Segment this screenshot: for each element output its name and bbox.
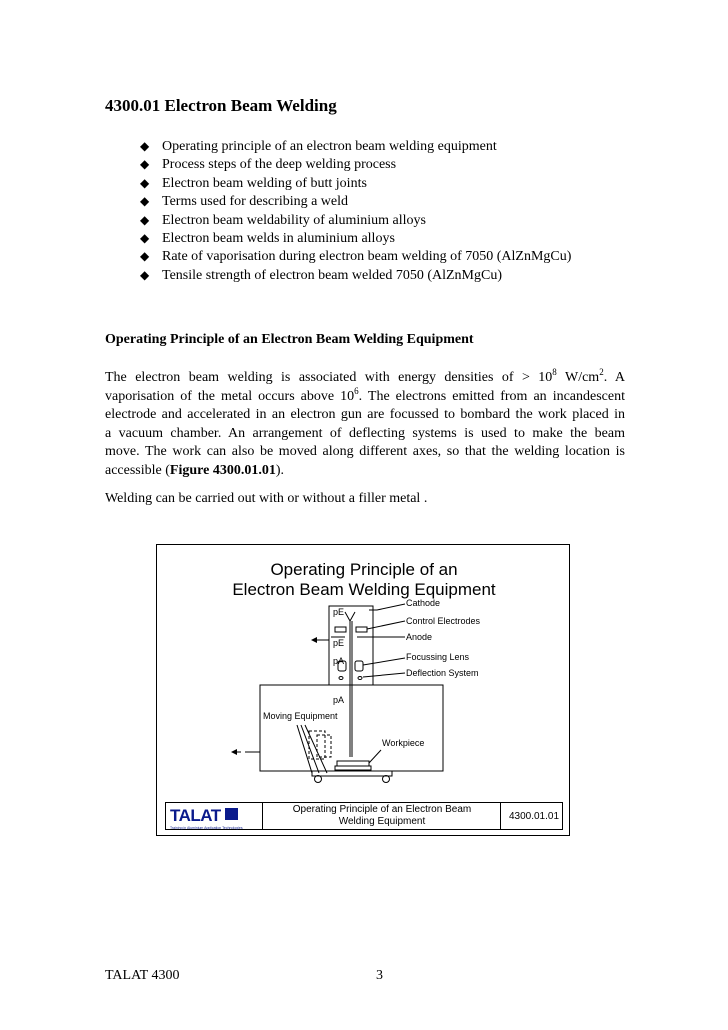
label-cathode: Cathode: [406, 598, 441, 608]
figure-electron-beam-equipment: [156, 544, 570, 836]
list-item: ◆ Electron beam weldability of aluminium alloys: [140, 212, 426, 228]
page-number: 3: [376, 968, 383, 983]
figure-caption: Operating Principle of an Electron Beam Welding Equipment: [292, 804, 472, 827]
bullet-diamond-icon: ◆: [140, 267, 150, 282]
workpiece: [337, 761, 369, 766]
list-item: ◆ Rate of vaporisation during electron beam welding of 7050 (AlZnMgCu): [140, 249, 572, 265]
list-item: ◆ Operating principle of an electron beam welding equipment: [140, 139, 497, 154]
arrow-icon: [311, 637, 317, 643]
figure-code: 4300.01.01: [508, 811, 560, 822]
label-pa-chamber: pA: [333, 695, 345, 705]
carriage: [312, 771, 392, 776]
label-deflection-system: Deflection System: [406, 668, 479, 678]
body-paragraph-2: Welding can be carried out with or without a filler metal .: [105, 491, 428, 506]
paragraph-line: accessible (Figure 4300.01.01).: [105, 462, 284, 478]
paragraph-line: vaporisation of the metal occurs above $10^6$. The electrons emitted from an incandescent: [105, 385, 625, 404]
label-control-electrodes: Control Electrodes: [406, 616, 481, 626]
label-focussing-lens: Focussing Lens: [406, 652, 470, 662]
paragraph-line: The electron beam welding is associated with energy densities of > $10^8$ $W/cm^2$. A: [105, 367, 625, 385]
bullet-diamond-icon: ◆: [140, 230, 150, 245]
leader-line: [369, 604, 405, 610]
figure-title-line2: Electron Beam Welding Equipment: [232, 580, 496, 599]
figure-footer: [165, 802, 563, 830]
eu-flag-icon: [225, 808, 238, 820]
label-moving-equipment: Moving Equipment: [263, 711, 338, 721]
list-item: ◆ Electron beam welding of butt joints: [140, 175, 367, 191]
bullet-diamond-icon: ◆: [140, 139, 150, 153]
page-footer-doc-id: TALAT 4300: [105, 968, 180, 983]
list-item: ◆ Process steps of the deep welding process: [140, 157, 397, 173]
divider: [262, 803, 263, 829]
control-electrode: [335, 627, 346, 632]
bullet-diamond-icon: ◆: [140, 249, 150, 264]
bullet-diamond-icon: ◆: [140, 194, 150, 209]
list-item: ◆ Terms used for describing a weld: [140, 194, 349, 210]
label-pe-top: pE: [333, 607, 345, 617]
bullet-diamond-icon: ◆: [140, 175, 150, 190]
divider: [500, 803, 501, 829]
equipment-diagram: [157, 545, 569, 835]
label-workpiece: Workpiece: [382, 738, 425, 748]
bullet-diamond-icon: ◆: [140, 157, 150, 172]
paragraph-line: electrode and accelerated in an electron gun are focussed to bombard the work placed in: [105, 407, 625, 422]
talat-logo: TALAT Training in Aluminium Application Technologies: [170, 806, 243, 830]
list-item: ◆ Tensile strength of electron beam welded 7050 (AlZnMgCu): [140, 267, 502, 283]
topic-list: [140, 137, 571, 284]
label-anode: Anode: [406, 632, 433, 642]
label-pe-mid: pE: [333, 638, 345, 648]
list-item: ◆ Electron beam welds in aluminium alloys: [140, 230, 395, 246]
bullet-diamond-icon: ◆: [140, 212, 150, 227]
section-title: 4300.01 Electron Beam Welding: [105, 96, 337, 115]
paragraph-line: move. The work can also be moved along different axes, so that the welding location is: [105, 444, 625, 459]
deflection-system: [339, 677, 343, 680]
subheading: Operating Principle of an Electron Beam Welding Equipment: [105, 332, 474, 347]
figure-title-line1: Operating Principle of an: [270, 560, 458, 579]
figure-reference: Figure 4300.01.01: [169, 462, 276, 478]
label-pa-mid: pA: [333, 656, 345, 666]
body-paragraph: [105, 369, 625, 480]
cathode: [345, 612, 355, 621]
paragraph-line: a vacuum chamber. An arrangement of deflecting systems is used to make the beam: [105, 425, 625, 441]
arrow-icon: [231, 749, 237, 755]
